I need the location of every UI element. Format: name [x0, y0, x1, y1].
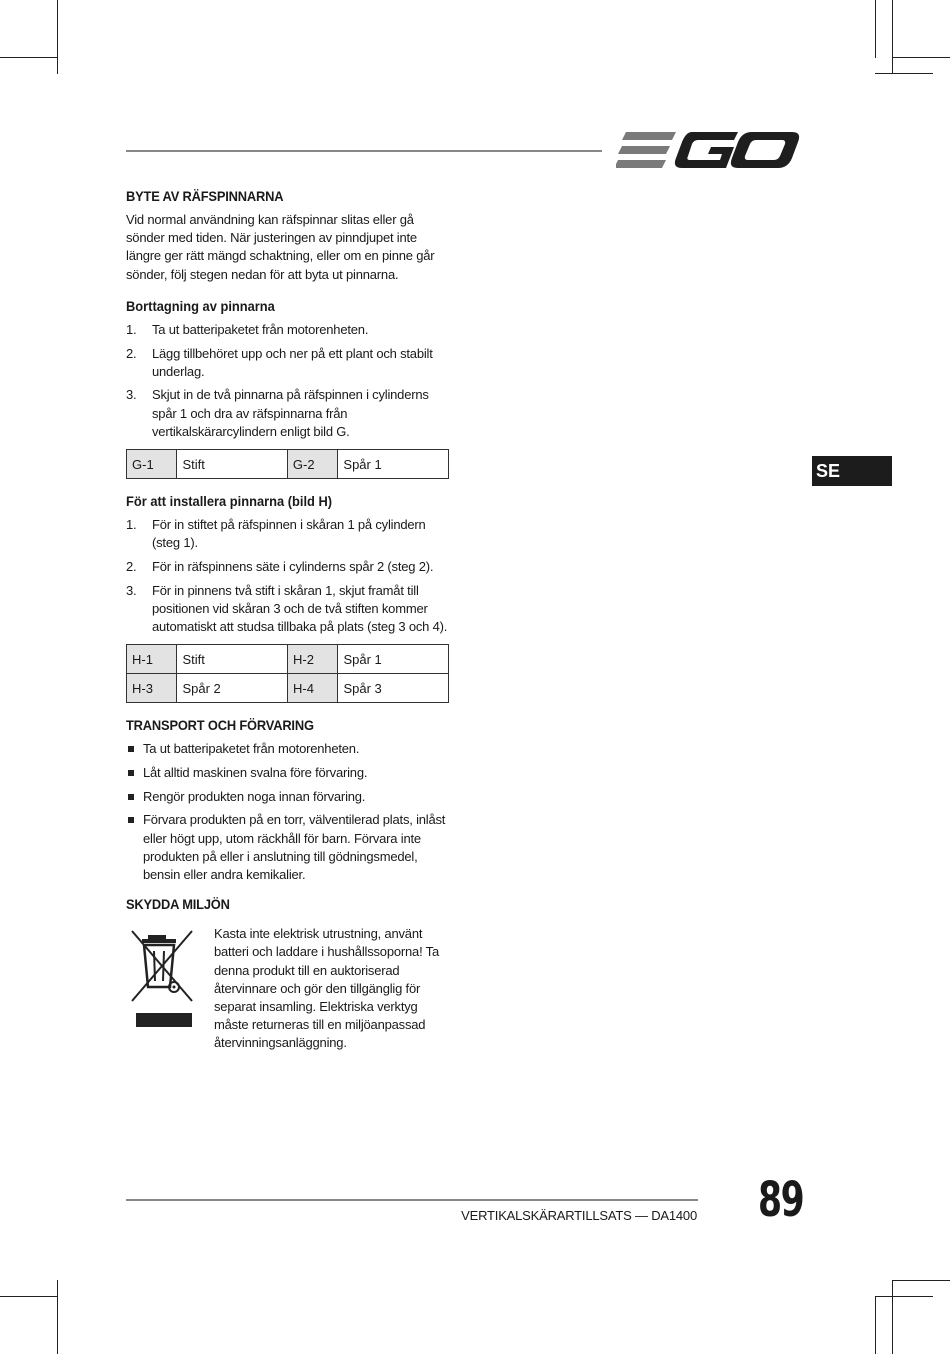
table-cell: G-2: [287, 450, 337, 479]
replace-intro: Vid normal användning kan räfspinnar slitas eller gå sönder med tiden. När justeringen av pinndjupet inte längre ger rätt mängd schaktning, eller om en pinne går sönder, följ stegen nedan för att byta ut pinnarna.: [126, 212, 435, 282]
crop-mark: [0, 1296, 58, 1297]
list-item: 3. Skjut in de två pinnarna på räfspinnen i cylinderns spår 1 och dra av räfspinnarna från vertikalskärarcylindern enligt bild G.: [126, 387, 429, 439]
table-row: [127, 674, 449, 703]
ego-logo: [616, 128, 800, 177]
table-cell: Stift: [177, 450, 287, 479]
table-cell: H-3: [127, 674, 177, 703]
crop-mark: [892, 1280, 893, 1354]
section-title-replace: BYTE AV RÄFSPINNARNA: [126, 188, 284, 204]
main-content: [126, 188, 451, 1066]
footer-product: VERTIKALSKÄRARTILLSATS — DA1400: [461, 1208, 697, 1223]
transport-list: [126, 740, 451, 884]
legend-table-h: [126, 644, 449, 703]
footer-rule: [126, 1199, 698, 1201]
bullet-icon: [128, 817, 134, 823]
list-item: 3. För in pinnens två stift i skåran 1, skjut framåt till positionen vid skåran 3 och de två stiften kommer automatiskt att studsa tillbaka på plats (steg 3 och 4).: [126, 582, 448, 635]
crop-mark: [0, 57, 58, 58]
crop-mark: [57, 1280, 58, 1354]
list-item: 1. För in stiftet på räfspinnen i skåran 1 på cylindern (steg 1).: [126, 517, 426, 551]
install-title: För att installera pinnarna (bild H): [126, 493, 333, 510]
page-number: 89: [758, 1172, 804, 1228]
crop-mark: [892, 1280, 950, 1281]
list-item: 2. För in räfspinnens säte i cylinderns spår 2 (steg 2).: [126, 558, 434, 574]
crop-mark: [875, 1296, 933, 1297]
table-cell: Spår 2: [177, 674, 288, 703]
install-steps: [126, 516, 451, 636]
crop-mark: [875, 73, 933, 74]
weee-crossed-bin-icon: [126, 927, 198, 1036]
environment-text: Kasta inte elektrisk utrustning, använt batteri och laddare i hushållssoporna! Ta denna produkt till en auktoriserad återvinnare och gör den tillgänglig för separat insamling. Elektriska verktyg måste returneras till en miljöanpassad återvinningsanläggning.: [214, 926, 439, 1051]
crop-mark: [57, 0, 58, 74]
table-cell: G-1: [127, 450, 177, 479]
table-row: [127, 645, 449, 674]
legend-table-g: [126, 449, 449, 479]
section-title-transport: TRANSPORT OCH FÖRVARING: [126, 717, 314, 734]
table-cell: Spår 3: [338, 674, 449, 703]
crop-mark: [892, 57, 950, 58]
crop-mark: [892, 0, 893, 74]
header-rule: [126, 150, 602, 152]
crop-mark: [875, 1296, 876, 1354]
removal-title: Borttagning av pinnarna: [126, 297, 275, 314]
list-item: 1. Ta ut batteripaketet från motorenheten.: [126, 321, 369, 337]
table-cell: Spår 1: [338, 645, 449, 674]
table-cell: Spår 1: [338, 450, 449, 479]
table-cell: H-4: [287, 674, 337, 703]
environment-block: [126, 925, 451, 1052]
bullet-icon: [128, 794, 134, 800]
table-cell: H-1: [127, 645, 177, 674]
bullet-icon: [128, 746, 134, 752]
list-item: Förvara produkten på en torr, välventilerad plats, inlåst eller högt upp, utom räckhåll för barn. Förvara inte produkten på eller i anslutning till gödningsmedel, bensin eller andra kemikalier.: [126, 811, 451, 884]
list-item: 2. Lägg tillbehöret upp och ner på ett plant och stabilt underlag.: [126, 345, 433, 379]
language-tab-se: SE: [812, 456, 892, 486]
section-title-environment: SKYDDA MILJÖN: [126, 896, 230, 913]
list-item: Låt alltid maskinen svalna före förvaring.: [126, 764, 451, 782]
list-item: Rengör produkten noga innan förvaring.: [126, 788, 451, 806]
crop-mark: [875, 0, 876, 58]
table-cell: H-2: [287, 645, 337, 674]
bullet-icon: [128, 770, 134, 776]
table-cell: Stift: [177, 645, 288, 674]
removal-steps: [126, 321, 451, 441]
list-item: Ta ut batteripaketet från motorenheten.: [126, 740, 451, 758]
table-row: [127, 450, 449, 479]
